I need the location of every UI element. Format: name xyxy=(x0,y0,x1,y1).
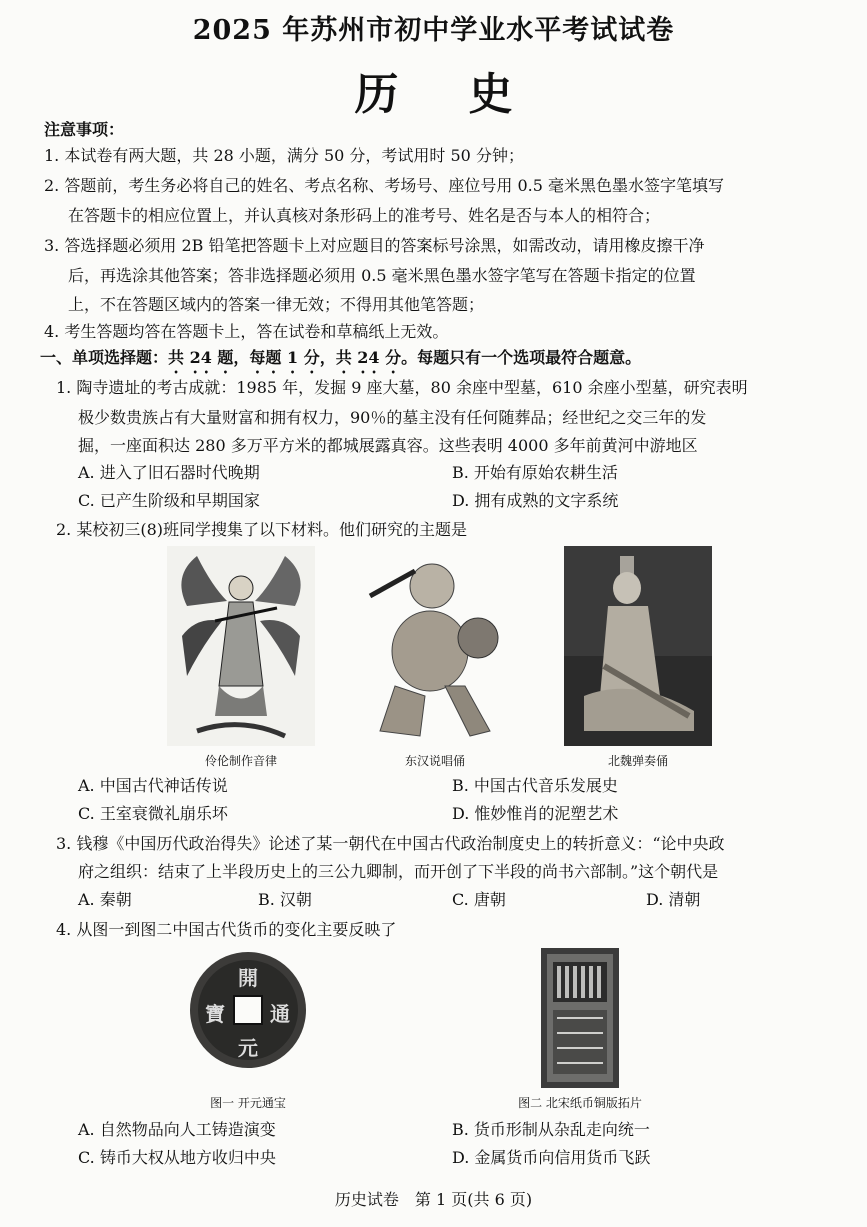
q4-option-d[interactable]: D. 金属货币向信用货币飞跃 xyxy=(452,1148,651,1167)
q3-option-b[interactable]: B. 汉朝 xyxy=(258,890,312,909)
notice-line: 2. 答题前，考生务必将自己的姓名、考点名称、考场号、座位号用 0.5 毫米黑色墨水签字笔填写 xyxy=(44,176,724,195)
q4-option-a[interactable]: A. 自然物品向人工铸造演变 xyxy=(78,1120,276,1139)
notice-line: 在答题卡的相应位置上，并认真核对条形码上的准考号、姓名是否与本人的相符合； xyxy=(68,206,661,225)
notice-heading: 注意事项： xyxy=(44,120,125,139)
q4-option-c[interactable]: C. 铸币大权从地方收归中央 xyxy=(78,1148,276,1167)
coin-char-left: 寶 xyxy=(205,1002,225,1026)
subject-title: 历史 xyxy=(354,69,583,120)
coin-char-right: 通 xyxy=(270,1002,290,1026)
eastern-han-storyteller-figurine xyxy=(360,546,510,746)
section-heading xyxy=(40,348,641,377)
q1-option-b[interactable]: B. 开始有原始农耕生活 xyxy=(452,463,618,482)
exam-title: 2025 年苏州市初中学业水平考试试卷 xyxy=(192,15,675,46)
q1-option-c[interactable]: C. 已产生阶级和早期国家 xyxy=(78,491,260,510)
q1-stem: 掘，一座面积达 280 多万平方米的都城展露真容。这些表明 4000 多年前黄河中游地区 xyxy=(78,436,698,455)
q1-stem: 1. 陶寺遗址的考古成就：1985 年，发掘 9 座大墓，80 余座中型墓，610 余座小型墓，研究表明 xyxy=(56,378,748,397)
q2-option-c[interactable]: C. 王室衰微礼崩乐坏 xyxy=(78,804,228,823)
q3-option-c[interactable]: C. 唐朝 xyxy=(452,890,506,909)
q4-stem: 4. 从图一到图二中国古代货币的变化主要反映了 xyxy=(56,920,397,939)
coin-char-top: 開 xyxy=(238,966,258,990)
q1-option-d[interactable]: D. 拥有成熟的文字系统 xyxy=(452,491,619,510)
q3-option-a[interactable]: A. 秦朝 xyxy=(78,890,132,909)
q2-caption-2: 东汉说唱俑 xyxy=(404,754,465,768)
northern-wei-musician-figurine xyxy=(564,546,712,746)
q4-caption-2: 图二 北宋纸币铜版拓片 xyxy=(518,1096,642,1110)
lunlun-illustration xyxy=(167,546,315,746)
q1-stem: 极少数贵族占有大量财富和拥有权力，90％的墓主没有任何随葬品；经世纪之交三年的发 xyxy=(78,408,707,427)
q3-stem: 3. 钱穆《中国历代政治得失》论述了某一朝代在中国古代政治制度史上的转折意义：“论中央政 xyxy=(56,834,725,853)
q1-option-a[interactable]: A. 进入了旧石器时代晚期 xyxy=(78,463,260,482)
q2-option-d[interactable]: D. 惟妙惟肖的泥塑艺术 xyxy=(452,804,619,823)
song-paper-money-rubbing xyxy=(541,948,619,1088)
q2-caption-3: 北魏弹奏俑 xyxy=(607,754,668,768)
notice-line: 后，再选涂其他答案；答非选择题必须用 0.5 毫米黑色墨水签字笔写在答题卡指定的位置 xyxy=(68,266,696,285)
q2-option-b[interactable]: B. 中国古代音乐发展史 xyxy=(452,776,618,795)
section-suffix: 每题只有一个选项最符合题意。 xyxy=(417,348,642,367)
page-footer: 历史试卷 第 1 页(共 6 页) xyxy=(334,1190,533,1209)
notice-line: 3. 答选择题必须用 2B 铅笔把答题卡上对应题目的答案标号涂黑，如需改动，请用橡皮擦干净 xyxy=(44,236,705,255)
kaiyuan-coin xyxy=(188,948,308,1072)
notice-line: 1. 本试卷有两大题，共 28 小题，满分 50 分，考试用时 50 分钟； xyxy=(44,146,524,165)
q4-caption-1: 图一 开元通宝 xyxy=(210,1096,286,1110)
notice-line: 4. 考生答题均答在答题卡上，答在试卷和草稿纸上无效。 xyxy=(44,322,449,341)
notice-line: 上，不在答题区域内的答案一律无效；不得用其他笔答题； xyxy=(68,295,485,314)
section-dotted: 共 24 题，每题 1 分，共 24 分。 xyxy=(168,348,418,367)
q2-stem: 2. 某校初三(8)班同学搜集了以下材料。他们研究的主题是 xyxy=(56,520,468,539)
coin-char-bottom: 元 xyxy=(238,1036,258,1060)
q3-option-d[interactable]: D. 清朝 xyxy=(646,890,701,909)
section-prefix: 一、单项选择题： xyxy=(40,348,169,367)
q4-option-b[interactable]: B. 货币形制从杂乱走向统一 xyxy=(452,1120,650,1139)
q3-stem: 府之组织：结束了上半段历史上的三公九卿制，而开创了下半段的尚书六部制。”这个朝代是 xyxy=(78,862,719,881)
q2-caption-1: 伶伦制作音律 xyxy=(204,754,277,768)
q2-option-a[interactable]: A. 中国古代神话传说 xyxy=(78,776,228,795)
